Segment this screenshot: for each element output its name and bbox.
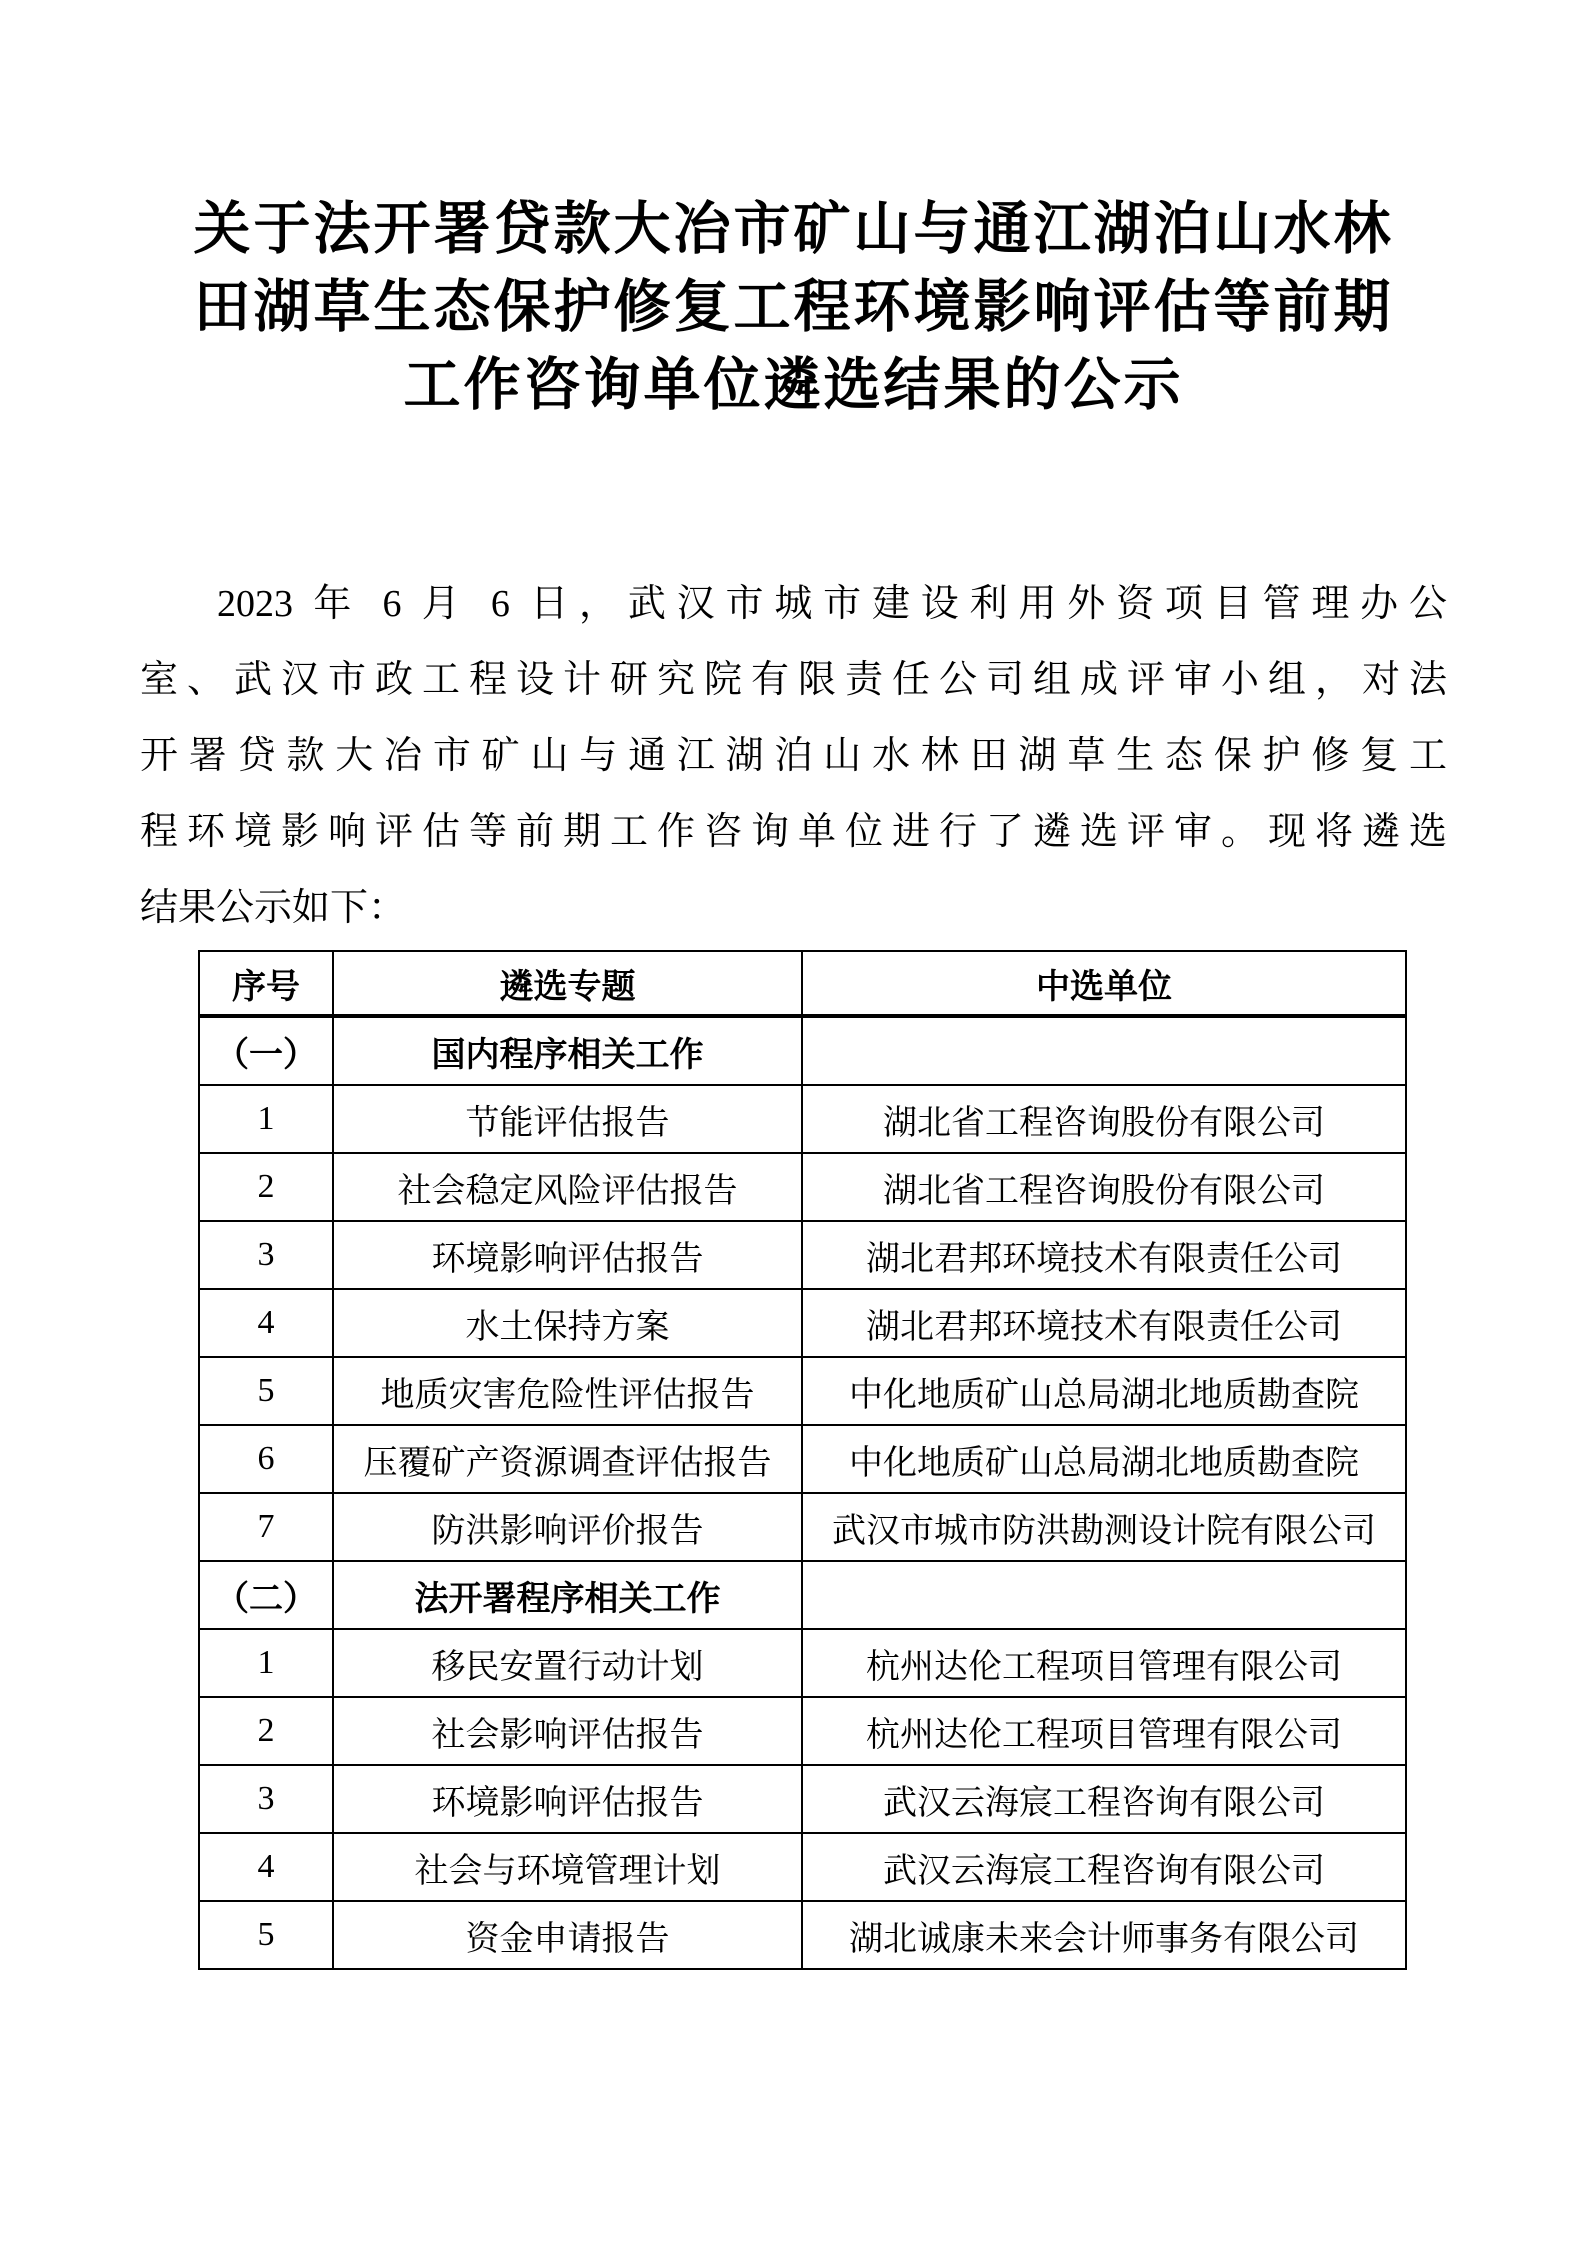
unit-cell: 湖北省工程咨询股份有限公司 xyxy=(802,1153,1406,1221)
unit-cell: 湖北省工程咨询股份有限公司 xyxy=(802,1085,1406,1153)
unit-cell xyxy=(802,1016,1406,1085)
table-row xyxy=(199,1901,1406,1969)
title-line: 田湖草生态保护修复工程环境影响评估等前期 xyxy=(193,276,1394,339)
table-row xyxy=(199,1289,1406,1357)
row-number: 4 xyxy=(199,1833,333,1901)
topic-cell: 水土保持方案 xyxy=(333,1289,802,1357)
topic-cell: 环境影响评估报告 xyxy=(333,1765,802,1833)
table-header-row xyxy=(199,951,1406,1016)
row-number: （一） xyxy=(199,1016,333,1085)
unit-cell: 杭州达伦工程项目管理有限公司 xyxy=(802,1629,1406,1697)
topic-cell: 环境影响评估报告 xyxy=(333,1221,802,1289)
row-number: 2 xyxy=(199,1153,333,1221)
row-number: 2 xyxy=(199,1697,333,1765)
unit-cell xyxy=(802,1561,1406,1629)
unit-cell: 中化地质矿山总局湖北地质勘查院 xyxy=(802,1357,1406,1425)
unit-cell: 湖北君邦环境技术有限责任公司 xyxy=(802,1289,1406,1357)
topic-cell: 国内程序相关工作 xyxy=(333,1016,802,1085)
topic-cell: 压覆矿产资源调查评估报告 xyxy=(333,1425,802,1493)
table-body xyxy=(199,1016,1406,1969)
table-row xyxy=(199,1425,1406,1493)
title-line: 工作咨询单位遴选结果的公示 xyxy=(403,354,1184,417)
table-row xyxy=(199,1629,1406,1697)
topic-cell: 社会与环境管理计划 xyxy=(333,1833,802,1901)
unit-cell: 杭州达伦工程项目管理有限公司 xyxy=(802,1697,1406,1765)
topic-cell: 法开署程序相关工作 xyxy=(333,1561,802,1629)
row-number: 3 xyxy=(199,1221,333,1289)
table-row xyxy=(199,1085,1406,1153)
title-line: 关于法开署贷款大冶市矿山与通江湖泊山水林 xyxy=(193,198,1394,261)
section-row xyxy=(199,1016,1406,1085)
row-number: 5 xyxy=(199,1901,333,1969)
row-number: 4 xyxy=(199,1289,333,1357)
topic-cell: 地质灾害危险性评估报告 xyxy=(333,1357,802,1425)
paragraph-line: 结果公示如下： xyxy=(140,887,407,929)
document-title xyxy=(140,191,1447,425)
table-row xyxy=(199,1697,1406,1765)
row-number: 6 xyxy=(199,1425,333,1493)
table-row xyxy=(199,1833,1406,1901)
topic-cell: 资金申请报告 xyxy=(333,1901,802,1969)
unit-cell: 武汉市城市防洪勘测设计院有限公司 xyxy=(802,1493,1406,1561)
column-header-unit: 中选单位 xyxy=(802,951,1406,1016)
row-number: 3 xyxy=(199,1765,333,1833)
topic-cell: 社会影响评估报告 xyxy=(333,1697,802,1765)
unit-cell: 湖北诚康未来会计师事务有限公司 xyxy=(802,1901,1406,1969)
table-row xyxy=(199,1221,1406,1289)
table-row xyxy=(199,1765,1406,1833)
results-table xyxy=(198,950,1407,1970)
topic-cell: 防洪影响评价报告 xyxy=(333,1493,802,1561)
table-row xyxy=(199,1493,1406,1561)
row-number: 7 xyxy=(199,1493,333,1561)
row-number: 5 xyxy=(199,1357,333,1425)
topic-cell: 节能评估报告 xyxy=(333,1085,802,1153)
column-header-number: 序号 xyxy=(199,951,333,1016)
section-row xyxy=(199,1561,1406,1629)
row-number: 1 xyxy=(199,1085,333,1153)
topic-cell: 移民安置行动计划 xyxy=(333,1629,802,1697)
table-row xyxy=(199,1357,1406,1425)
paragraph-line: 开署贷款大冶市矿山与通江湖泊山水林田湖草生态保护修复工 xyxy=(140,735,1447,777)
paragraph-line: 室、武汉市政工程设计研究院有限责任公司组成评审小组，对法 xyxy=(140,659,1447,701)
row-number: （二） xyxy=(199,1561,333,1629)
unit-cell: 武汉云海宸工程咨询有限公司 xyxy=(802,1765,1406,1833)
unit-cell: 武汉云海宸工程咨询有限公司 xyxy=(802,1833,1406,1901)
column-header-topic: 遴选专题 xyxy=(333,951,802,1016)
unit-cell: 湖北君邦环境技术有限责任公司 xyxy=(802,1221,1406,1289)
body-paragraph xyxy=(140,566,1447,946)
paragraph-line: 程环境影响评估等前期工作咨询单位进行了遴选评审。现将遴选 xyxy=(140,811,1447,853)
topic-cell: 社会稳定风险评估报告 xyxy=(333,1153,802,1221)
paragraph-line: 2023 年 6 月 6 日，武汉市城市建设利用外资项目管理办公 xyxy=(217,583,1447,625)
unit-cell: 中化地质矿山总局湖北地质勘查院 xyxy=(802,1425,1406,1493)
row-number: 1 xyxy=(199,1629,333,1697)
table-row xyxy=(199,1153,1406,1221)
